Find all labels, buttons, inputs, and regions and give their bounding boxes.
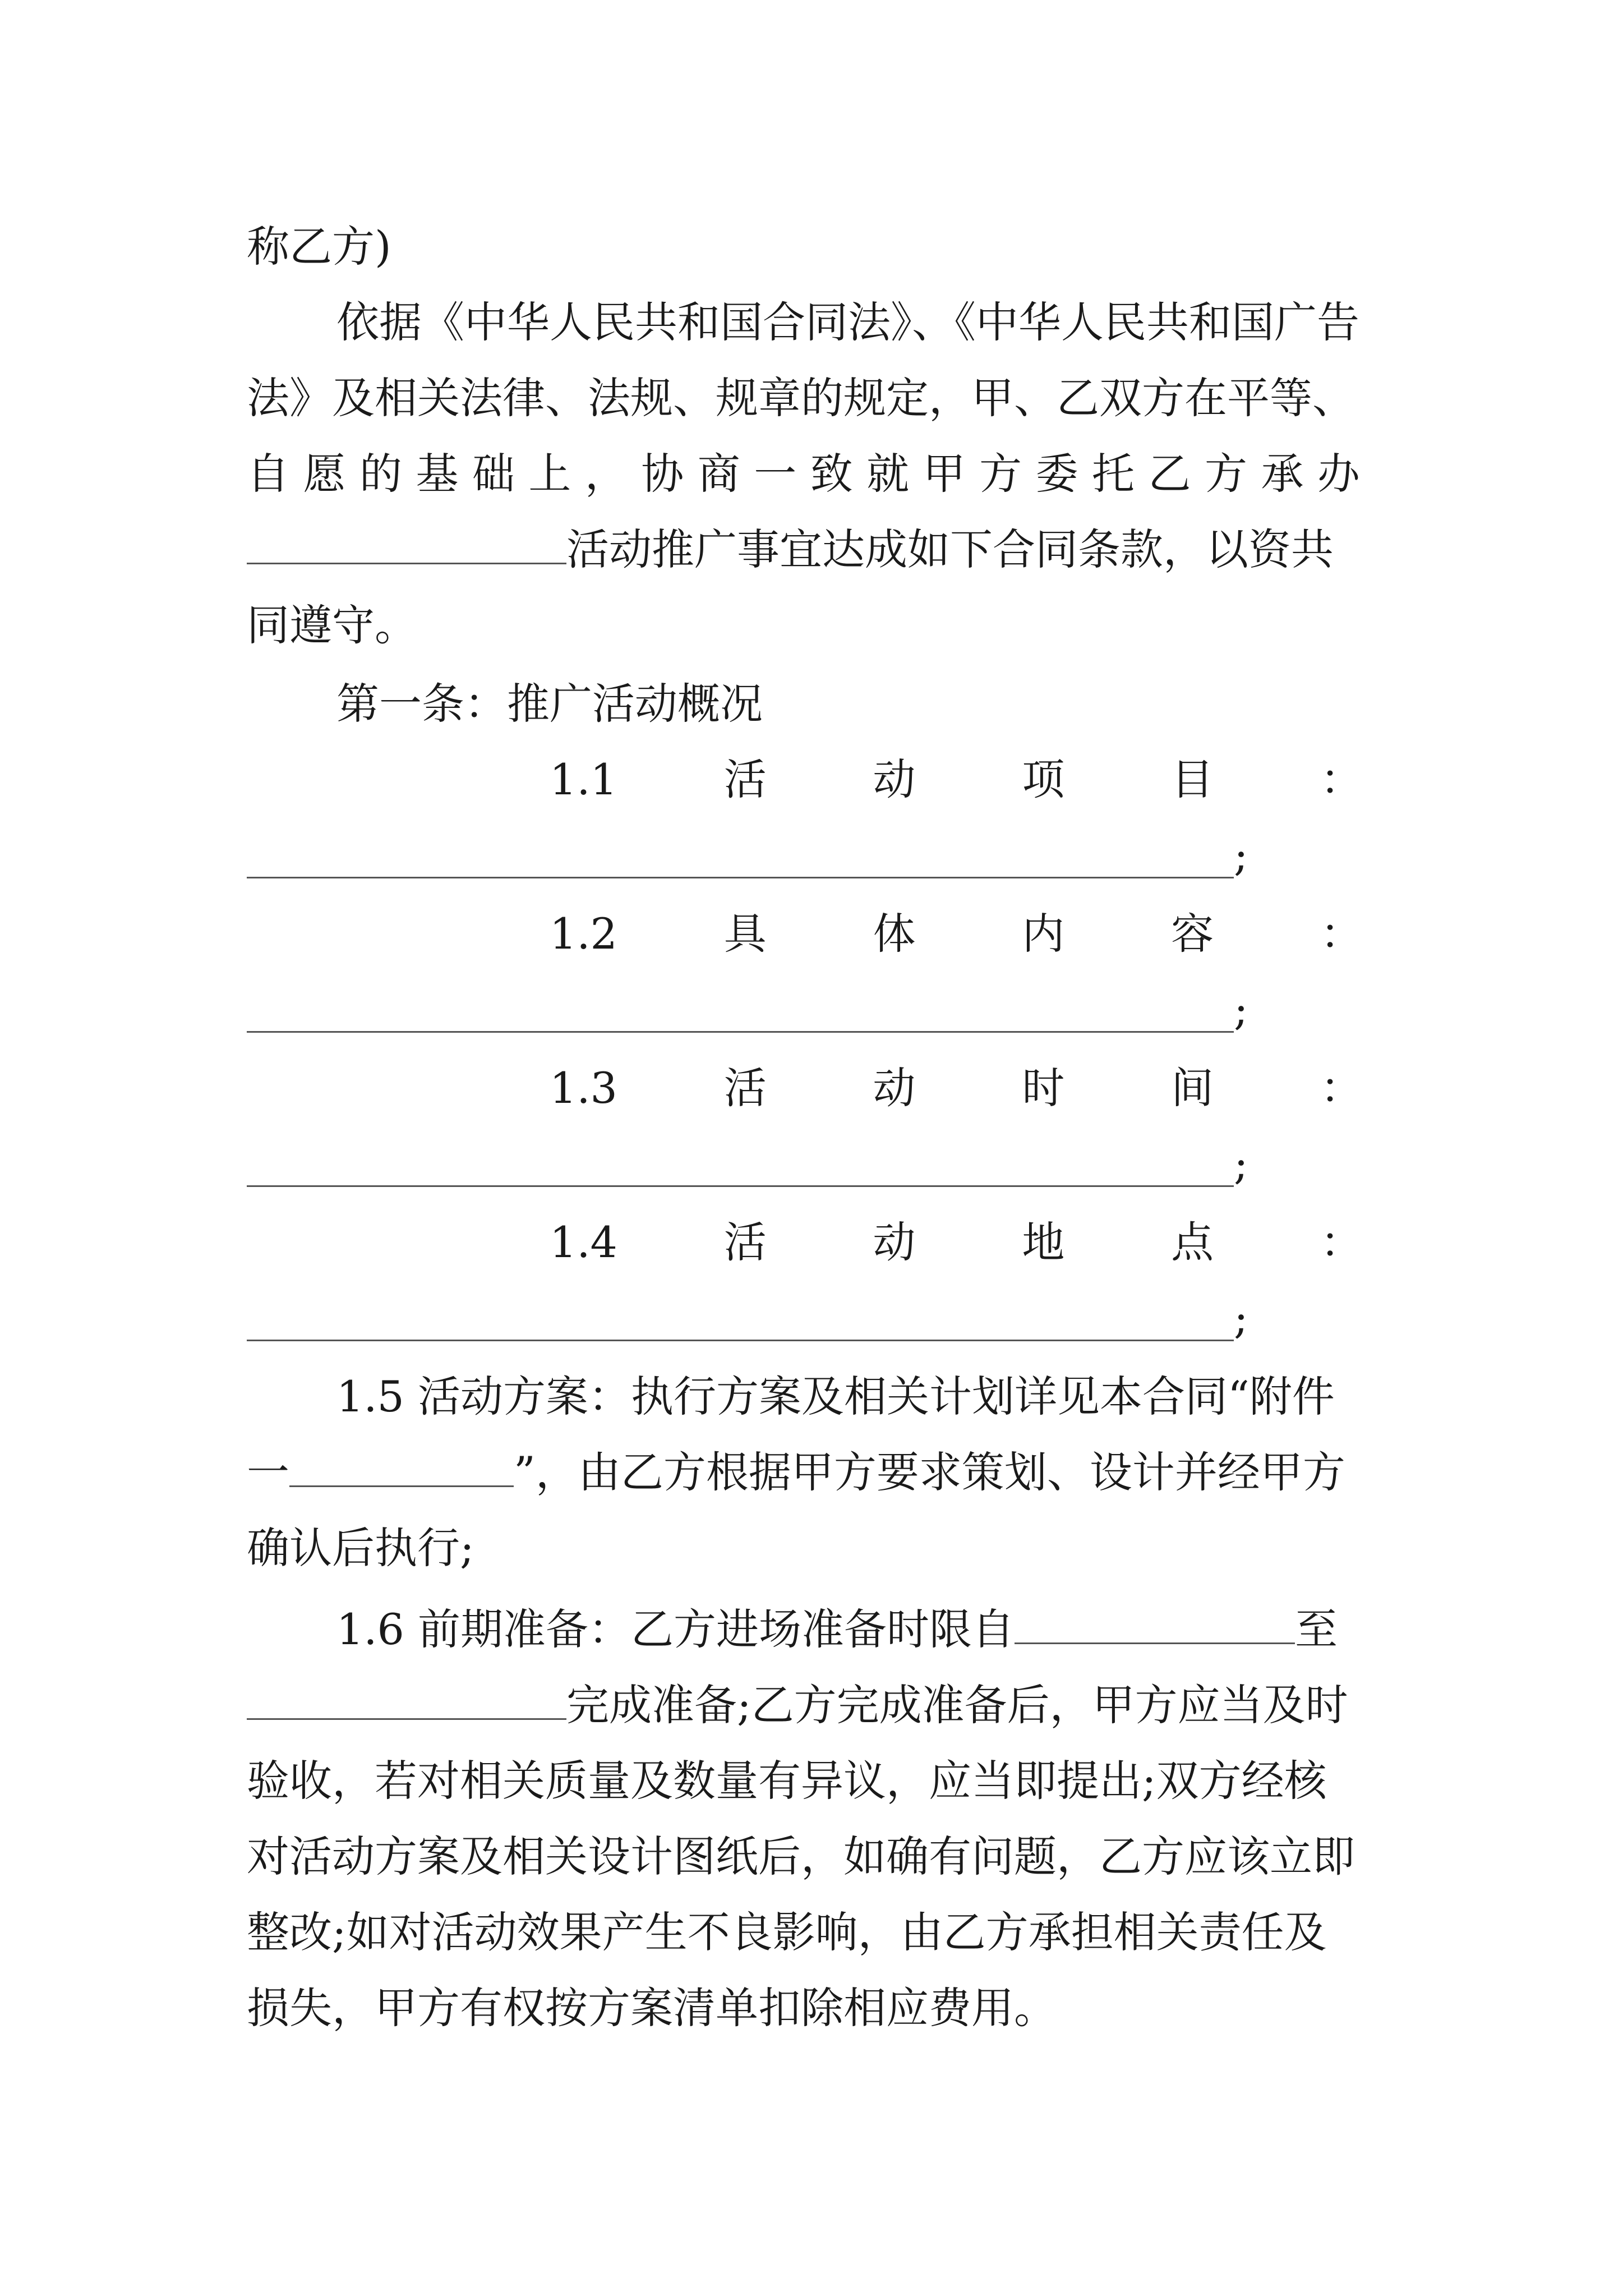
paragraph-line: [247, 1509, 1385, 1588]
item-char: 目: [1171, 754, 1214, 804]
justified-char: 自: [247, 449, 289, 499]
justified-char: 愿: [303, 449, 346, 499]
item-colon: ：: [1320, 1217, 1363, 1267]
item-char: 活: [723, 1063, 767, 1113]
text-span: 整改;如对活动效果产生不良影响，由乙方承担相关责任及: [247, 1907, 1327, 1957]
item-number: 1.3: [550, 1063, 617, 1113]
text-span: 验收，若对相关质量及数量有异议，应当即提出;双方经核: [247, 1756, 1327, 1806]
text-span: 称乙方): [247, 222, 391, 272]
item-char: 动: [873, 1217, 916, 1267]
paragraph-end-line: [247, 208, 1385, 286]
item-char: 活: [723, 1217, 767, 1267]
text-span: 完成准备;乙方完成准备后，甲方应当及时: [566, 1680, 1348, 1730]
item-char: 具: [723, 909, 767, 959]
item-colon: ：: [1320, 1063, 1363, 1113]
paragraph-line: [247, 1433, 1385, 1512]
fill-row: [247, 816, 1248, 895]
item-number: 1.2: [550, 909, 617, 959]
justified-char: 委: [1035, 449, 1078, 499]
item-char: 容: [1171, 909, 1214, 959]
justified-char: 商: [697, 449, 740, 499]
blank-field: [1015, 1599, 1295, 1644]
paragraph-line: [247, 586, 1385, 665]
item-colon: ：: [1320, 754, 1363, 804]
text-span: 一: [247, 1447, 289, 1497]
justified-char: 托: [1092, 449, 1135, 499]
blank-field: [247, 1674, 566, 1720]
text-span: 至: [1295, 1604, 1338, 1654]
item-char: 内: [1022, 909, 1065, 959]
text-span: 1.5 活动方案：执行方案及相关计划详见本合同“附件: [336, 1372, 1335, 1421]
paragraph-line: [247, 1818, 1385, 1896]
justified-char: 协: [641, 449, 684, 499]
paragraph-line: [247, 359, 1385, 438]
text-span: 1.6 前期准备：乙方进场准备时限自: [336, 1604, 1015, 1654]
semicolon: ;: [1234, 984, 1248, 1034]
justified-char: 础: [472, 449, 515, 499]
justified-char: 上: [528, 449, 571, 499]
justified-char: 的: [359, 449, 402, 499]
text-span: 依据《中华人民共和国合同法》、《中华人民共和国广告: [336, 297, 1359, 347]
item-char: 动: [873, 754, 916, 804]
item-row: [550, 1049, 1363, 1128]
semicolon: ;: [1234, 1293, 1248, 1343]
item-char: 地: [1022, 1217, 1065, 1267]
item-char: 点: [1171, 1217, 1214, 1267]
justified-char: 就: [866, 449, 910, 499]
text-span: 活动推广事宜达成如下合同条款，以资共: [566, 524, 1334, 574]
paragraph-line: [247, 1969, 1385, 2047]
justified-char: 致: [810, 449, 853, 499]
paragraph-line: [247, 1742, 1385, 1820]
article-title: [336, 665, 1475, 743]
item-colon: ：: [1320, 909, 1363, 959]
paragraph-line: [336, 283, 1385, 362]
item-char: 时: [1022, 1063, 1065, 1113]
fill-row: [247, 970, 1248, 1049]
paragraph-line: [247, 510, 1385, 589]
justified-char: ，: [584, 449, 628, 499]
item-number: 1.4: [550, 1217, 617, 1267]
blank-field: [247, 833, 1234, 878]
paragraph-line: [247, 1666, 1385, 1745]
item-row: [550, 740, 1363, 819]
blank-field: [289, 1442, 514, 1487]
paragraph-line: [247, 1893, 1385, 1972]
item-char: 活: [723, 754, 767, 804]
blank-field: [247, 1296, 1234, 1341]
blank-field: [247, 519, 566, 564]
paragraph-line: [336, 1590, 1385, 1669]
item-row: [550, 895, 1363, 973]
fill-row: [247, 1125, 1248, 1203]
text-span: 同遵守。: [247, 600, 417, 650]
item-char: 体: [873, 909, 916, 959]
semicolon: ;: [1234, 1139, 1248, 1189]
item-number: 1.1: [550, 754, 617, 804]
justified-char: 方: [1204, 449, 1247, 499]
text-span: 第一条：推广活动概况: [336, 679, 763, 729]
text-span: 损失，甲方有权按方案清单扣除相应费用。: [247, 1983, 1057, 2033]
item-char: 动: [873, 1063, 916, 1113]
item-char: 项: [1022, 754, 1065, 804]
blank-field: [247, 1142, 1234, 1187]
item-row: [550, 1203, 1363, 1282]
justified-char: 一: [754, 449, 797, 499]
paragraph-line: [336, 1358, 1385, 1436]
fill-row: [247, 1279, 1248, 1358]
justified-char: 乙: [1148, 449, 1191, 499]
text-span: 对活动方案及相关设计图纸后，如确有问题，乙方应该立即: [247, 1832, 1355, 1881]
justified-char: 方: [979, 449, 1022, 499]
text-span: 确认后执行;: [247, 1523, 474, 1573]
justified-char: 基: [416, 449, 459, 499]
text-span: ”，由乙方根据甲方要求策划、设计并经甲方: [514, 1447, 1345, 1497]
text-span: 法》及相关法律、法规、规章的规定，甲、乙双方在平等、: [247, 373, 1355, 423]
item-char: 间: [1171, 1063, 1214, 1113]
justified-char: 甲: [923, 449, 966, 499]
semicolon: ;: [1234, 830, 1248, 880]
justified-char: 承: [1261, 449, 1304, 499]
blank-field: [247, 987, 1234, 1033]
justified-char: 办: [1317, 449, 1360, 499]
justified-line: [247, 435, 1360, 513]
